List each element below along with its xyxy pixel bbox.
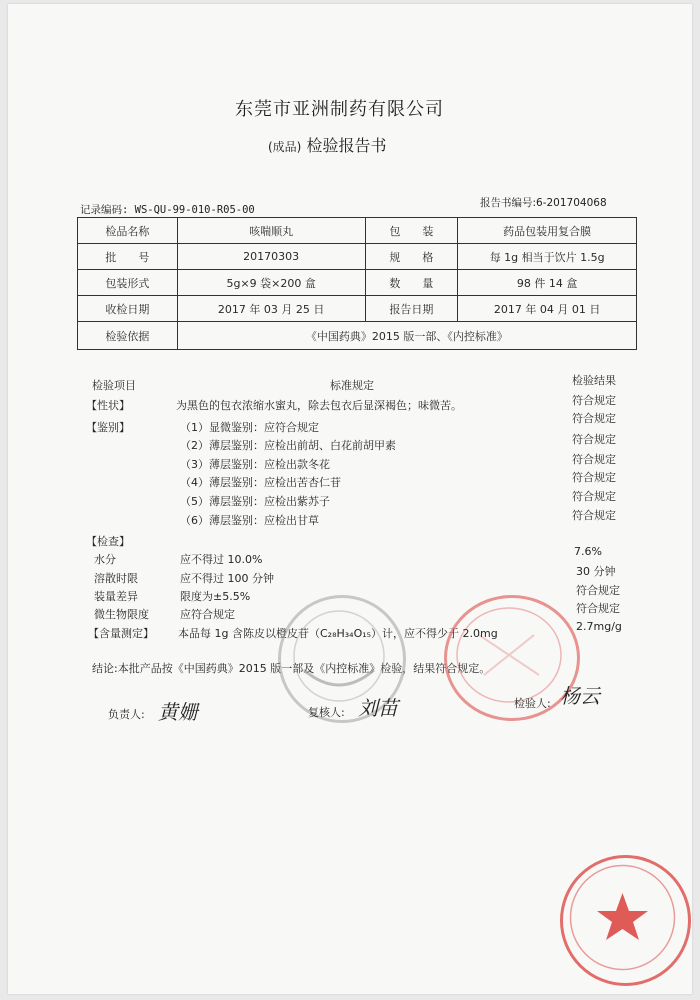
identification-item: （3）薄层鉴别：应检出款冬花 xyxy=(180,458,330,471)
report-number: 报告书编号:6-201704068 xyxy=(480,197,607,209)
inspection-text: 应不得过 10.0% xyxy=(180,553,263,566)
column-standard: 标准规定 xyxy=(330,379,374,392)
content-text: 本品每 1g 含陈皮以橙皮苷（C₂₈H₃₄O₁₅）计，应不得少于 2.0mg xyxy=(178,627,498,640)
quantity-label: 数 量 xyxy=(365,270,458,296)
batch-label: 批 号 xyxy=(78,244,178,270)
inspection-text: 应符合规定 xyxy=(180,608,235,621)
identification-result: 符合规定 xyxy=(572,433,616,446)
info-table xyxy=(77,217,637,350)
batch-value: 20170303 xyxy=(177,244,365,270)
inspection-label: 【检查】 xyxy=(86,535,130,548)
conclusion: 结论:本批产品按《中国药典》2015 版一部及《内控标准》检验，结果符合规定。 xyxy=(92,662,491,675)
inspection-result: 符合规定 xyxy=(576,584,620,597)
identification-item: （2）薄层鉴别：应检出前胡、白花前胡甲素 xyxy=(180,439,396,452)
basis-value: 《中国药典》2015 版一部、《内控标准》 xyxy=(177,322,636,350)
receive-date-value: 2017 年 03 月 25 日 xyxy=(177,296,365,322)
table-row xyxy=(78,296,637,322)
identification-result: 符合规定 xyxy=(572,453,616,466)
inspection-result: 符合规定 xyxy=(576,602,620,615)
table-row xyxy=(78,218,637,244)
inspection-name: 水分 xyxy=(94,553,116,566)
inspection-text: 限度为±5.5% xyxy=(180,590,251,603)
title-small: (成品) xyxy=(268,140,302,154)
identification-result: 符合规定 xyxy=(572,490,616,503)
inspection-result: 30 分钟 xyxy=(576,565,616,578)
identification-item: （4）薄层鉴别：应检出苦杏仁苷 xyxy=(180,476,341,489)
responsible-signature: 黄姗 xyxy=(158,700,198,724)
identification-item: （6）薄层鉴别：应检出甘草 xyxy=(180,514,319,527)
identification-result: 符合规定 xyxy=(572,509,616,522)
table-row xyxy=(78,270,637,296)
table-row xyxy=(78,244,637,270)
quantity-value: 98 件 14 盒 xyxy=(458,270,637,296)
column-item: 检验项目 xyxy=(92,379,136,392)
identification-item: （1）显微鉴别：应符合规定 xyxy=(180,421,319,434)
inspection-name: 装量差异 xyxy=(94,590,138,603)
title-main: 检验报告书 xyxy=(306,136,387,155)
inspector-label: 检验人: xyxy=(514,697,551,710)
table-row xyxy=(78,322,637,350)
inspection-name: 溶散时限 xyxy=(94,572,138,585)
inspector-signature: 杨云 xyxy=(560,684,600,708)
reviewer-signature: 刘苗 xyxy=(358,696,398,720)
quality-seal-stamp xyxy=(560,855,691,986)
inspection-name: 微生物限度 xyxy=(94,608,149,621)
package-value: 药品包装用复合膜 xyxy=(458,218,637,244)
column-result: 检验结果 xyxy=(572,374,616,387)
identification-result: 符合规定 xyxy=(572,471,616,484)
identification-result: 符合规定 xyxy=(572,412,616,425)
company-name: 东莞市亚洲制药有限公司 xyxy=(235,99,444,120)
character-text: 为黑色的包衣浓缩水蜜丸，除去包衣后显深褐色；味微苦。 xyxy=(176,399,462,412)
character-result: 符合规定 xyxy=(572,394,616,407)
report-title xyxy=(268,133,386,156)
spec-value: 每 1g 相当于饮片 1.5g xyxy=(458,244,637,270)
character-label: 【性状】 xyxy=(86,399,130,412)
record-number: 记录编码: WS-QU-99-010-R05-00 xyxy=(80,204,255,216)
basis-label: 检验依据 xyxy=(78,322,178,350)
pack-form-value: 5g×9 袋×200 盒 xyxy=(177,270,365,296)
spec-label: 规 格 xyxy=(365,244,458,270)
content-label: 【含量测定】 xyxy=(88,627,154,640)
inspection-result: 7.6% xyxy=(574,545,602,558)
receive-date-label: 收检日期 xyxy=(78,296,178,322)
identification-item: （5）薄层鉴别：应检出紫苏子 xyxy=(180,495,330,508)
content-result: 2.7mg/g xyxy=(576,620,622,633)
package-label: 包 装 xyxy=(365,218,458,244)
report-date-label: 报告日期 xyxy=(365,296,458,322)
product-name: 咳喘顺丸 xyxy=(177,218,365,244)
product-name-label: 检品名称 xyxy=(78,218,178,244)
reviewer-label: 复核人: xyxy=(308,706,345,719)
inspection-text: 应不得过 100 分钟 xyxy=(180,572,274,585)
responsible-label: 负责人: xyxy=(108,708,145,721)
report-date-value: 2017 年 04 月 01 日 xyxy=(458,296,637,322)
pack-form-label: 包装形式 xyxy=(78,270,178,296)
identification-label: 【鉴别】 xyxy=(86,421,130,434)
